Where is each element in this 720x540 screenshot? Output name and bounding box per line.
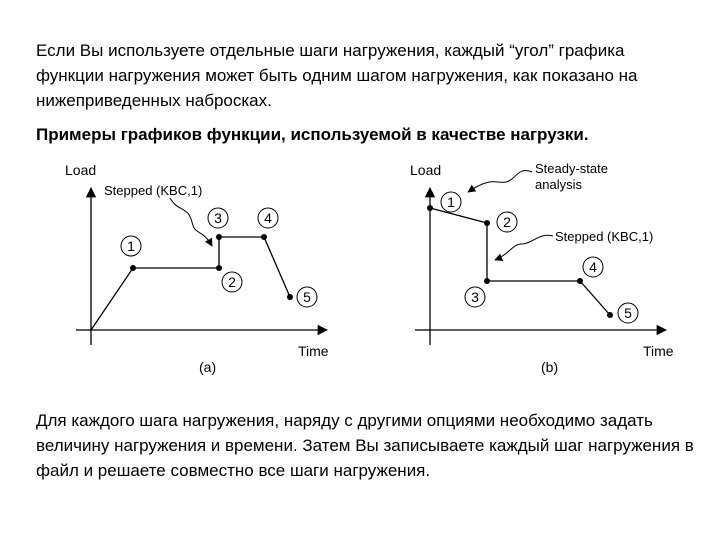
graph-a-point-3 — [216, 234, 222, 240]
graph-a-y-label: Load — [65, 162, 97, 178]
graph-a-label-3: 3 — [214, 210, 222, 226]
graph-b-label-1: 1 — [447, 194, 455, 210]
graph-b-point-4 — [577, 278, 583, 284]
graph-b-label-2: 2 — [503, 214, 511, 230]
graph-a-label-2: 2 — [228, 274, 236, 290]
graph-b-annotation-2-arrow — [495, 235, 553, 260]
graph-a-label-1: 1 — [127, 238, 135, 254]
graph-b-annotation-2: Stepped (KBC,1) — [555, 229, 654, 244]
graph-b-point-2 — [484, 220, 490, 226]
graph-a-label-5: 5 — [303, 289, 311, 305]
graph-a — [65, 162, 329, 375]
graph-b-point-5 — [607, 312, 613, 318]
graph-a-point-1 — [130, 265, 136, 271]
graph-b-annotation-1-line2: analysis — [535, 177, 582, 192]
graph-b-x-label: Time — [643, 343, 674, 359]
graph-a-annotation: Stepped (KBC,1) — [104, 183, 203, 198]
graph-b-annotation-1-arrow — [468, 171, 532, 192]
graph-b — [410, 161, 674, 375]
graph-b-load-curve — [430, 208, 610, 315]
outro-paragraph: Для каждого шага нагружения, наряду с другими опциями необходимо задать величину нагружения и времени. Затем Вы записываете каждый шаг нагружения в файл и решаете совместно все шаги нагружения. — [36, 411, 694, 480]
graph-b-y-label: Load — [410, 162, 442, 178]
graph-a-panel-label: (a) — [199, 359, 217, 375]
graph-b-label-5: 5 — [624, 305, 632, 321]
graph-a-load-curve — [91, 237, 290, 330]
graph-a-x-label: Time — [298, 343, 329, 359]
graph-b-point-3 — [484, 278, 490, 284]
graph-a-point-5 — [287, 294, 293, 300]
graph-a-annotation-arrow — [170, 198, 212, 246]
graph-b-label-4: 4 — [589, 259, 597, 275]
graph-b-label-3: 3 — [471, 289, 479, 305]
graph-a-point-2 — [216, 265, 222, 271]
graph-b-annotation-1-line1: Steady-state — [535, 161, 608, 176]
graph-a-point-4 — [261, 234, 267, 240]
intro-paragraph: Если Вы используете отдельные шаги нагружения, каждый “угол” графика функции нагружения может быть одним шагом нагружения, как показано на нижеприведенных набросках. — [36, 41, 638, 110]
graph-b-point-1 — [427, 205, 433, 211]
figure-caption: Примеры графиков функции, используемой в качестве нагрузки. — [36, 125, 589, 144]
graph-a-label-4: 4 — [264, 210, 272, 226]
graph-b-panel-label: (b) — [541, 359, 559, 375]
